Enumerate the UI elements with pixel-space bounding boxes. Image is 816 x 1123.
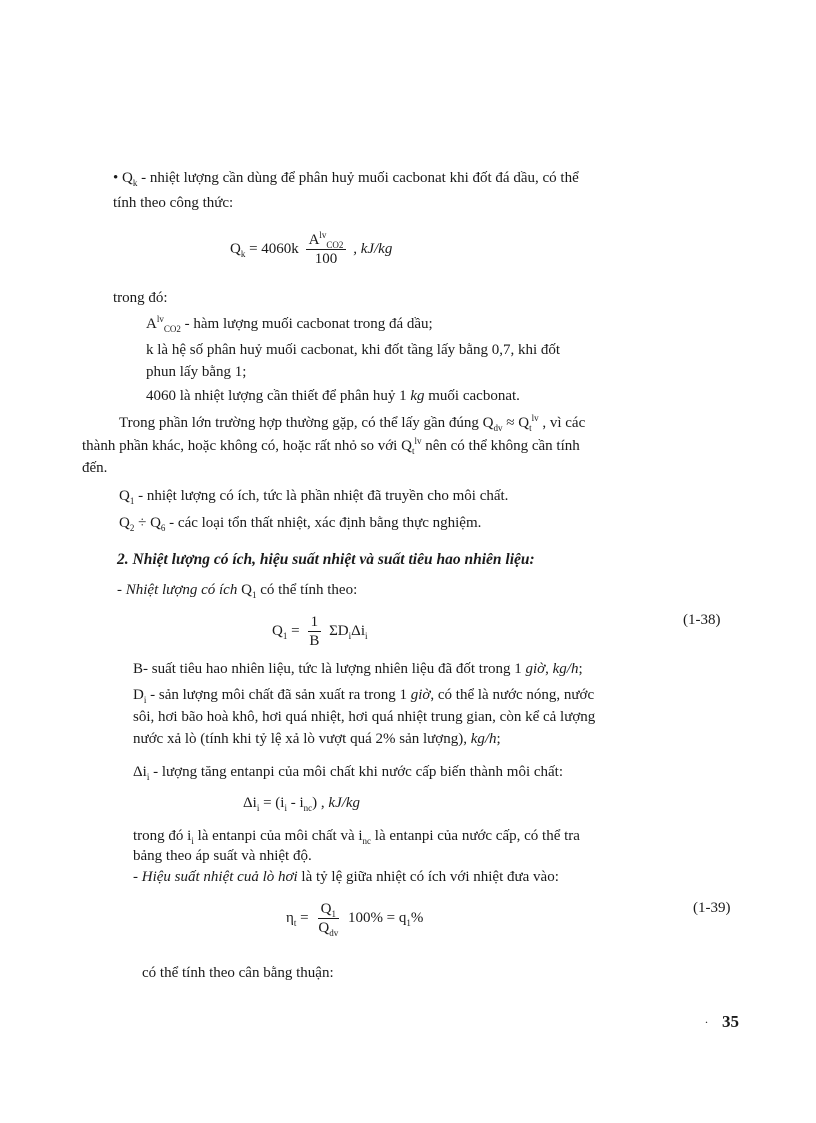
trong-do-entanpi-line1: trong đó $i_i$ là entanpi của môi chất và $i_{nc}$ là entanpi của nước cấp, có thể tra (133, 828, 580, 846)
page-number: 35 (722, 1012, 739, 1031)
qk-definition-line1: • $Q_k$ - nhiệt lượng cần dùng để phân huỷ muối cacbonat khi đốt đá dầu, có thể (113, 170, 579, 188)
equation-number-1-39: (1-39) (693, 900, 731, 916)
qk-definition-line2: tính theo công thức: (113, 195, 234, 211)
equation-1-39: $\eta_t$ = $\frac{Q_1}{Q_{dv}}$ $100\% = q_1\%$ (286, 901, 424, 939)
definition-b: B- suất tiêu hao nhiên liệu, tức là lượng nhiên liệu đã đốt trong 1 giờ, kg/h; (133, 661, 583, 677)
efficiency-intro: - Hiệu suất nhiệt cuả lò hơi là tỷ lệ giữa nhiệt có ích với nhiệt đưa vào: (133, 869, 559, 885)
last-line: có thể tính theo cân bằng thuận: (142, 965, 334, 981)
definition-k-line1: k là hệ số phân huỷ muối cacbonat, khi đốt tầng lấy bằng 0,7, khi đốt (146, 342, 561, 358)
trong-do-entanpi-line2: bảng theo áp suất và nhiệt độ. (133, 848, 312, 864)
fraction-qk: $\frac{A^{lv}_{CO2}}{100}$ (306, 231, 347, 268)
section-heading: 2. Nhiệt lượng có ích, hiệu suất nhiệt và suất tiêu hao nhiên liệu: (117, 551, 535, 568)
definition-a-co2: $A^{lv}_{CO2}$ - hàm lượng muối cacbonat trong đá dầu; (146, 314, 433, 334)
paragraph-line1: Trong phần lớn trường hợp thường gặp, có thể lấy gần đúng $Q_{dv} \approx Q_t^{lv}$ , vì các (119, 413, 586, 433)
definition-k-line2: phun lấy bằng 1; (146, 364, 247, 380)
equation-delta-i: $\Delta i_i = (i_i - i_{nc})$ , kJ/kg (243, 795, 361, 813)
equation-number-1-38: (1-38) (683, 612, 721, 628)
equation-qk: $Q_k = 4060k$ $\frac{A^{lv}_{CO2}}{100}$ , kJ/kg (230, 230, 393, 268)
page-mark: . (705, 1012, 708, 1026)
paragraph-line3: đến. (82, 460, 108, 476)
equation-1-38: $Q_1$ = $\frac{1}{B}$ $\Sigma D_i\Delta i_i$ (272, 614, 368, 650)
definition-4060: 4060 là nhiệt lượng cần thiết để phân huỷ 1 kg muối cacbonat. (146, 388, 520, 404)
useful-heat-intro: - Nhiệt lượng có ích $Q_1$ có thể tính theo: (117, 582, 358, 600)
definition-delta-i: $\Delta i_i$ - lượng tăng entanpi của môi chất khi nước cấp biến thành môi chất: (133, 764, 564, 782)
q1-definition: $Q_1$ - nhiệt lượng có ích, tức là phần nhiệt đã truyền cho môi chất. (119, 488, 509, 506)
bullet: • (113, 170, 119, 186)
q2-q6-definition: $Q_2 \div Q_6$ - các loại tổn thất nhiệt, xác định bằng thực nghiệm. (119, 515, 482, 533)
definition-d-line2: sôi, hơi bão hoà khô, hơi quá nhiệt, hơi quá nhiệt trung gian, còn kể cả lượng (133, 709, 596, 725)
fraction-1-over-b: $\frac{1}{B}$ (309, 614, 320, 650)
fraction-q1-over-qdv: $\frac{Q_1}{Q_{dv}}$ (318, 901, 339, 939)
definition-d-line1: $D_i$ - sản lượng môi chất đã sản xuất ra trong 1 giờ, có thể là nước nóng, nước (133, 687, 595, 705)
trong-do-label: trong đó: (113, 290, 168, 306)
paragraph-line2: thành phần khác, hoặc không có, hoặc rất nhỏ so với $Q_t^{lv}$ nên có thể không cần tính (82, 436, 580, 456)
definition-d-line3: nước xả lò (tính khi tỷ lệ xả lò vượt quá 2% sản lượng), kg/h; (133, 731, 501, 747)
